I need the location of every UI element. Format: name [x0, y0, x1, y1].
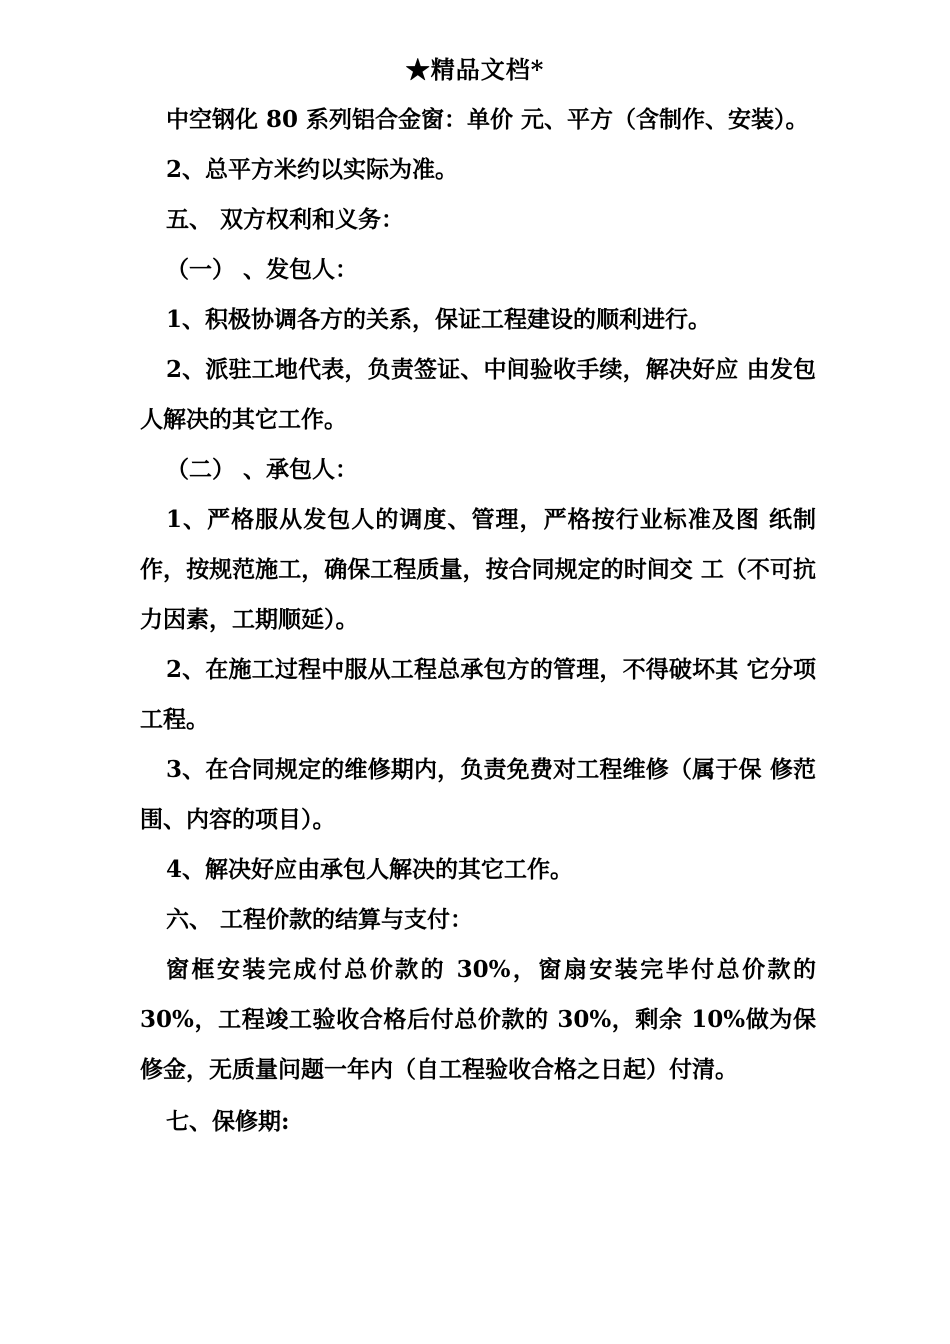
- paragraph-window-price: 中空钢化 80 系列铝合金窗：单价 元、平方（含制作、安装）。: [166, 106, 809, 133]
- section-heading-payment: 六、 工程价款的结算与支付：: [166, 906, 474, 933]
- paragraph-contractor-item-3: 3、在合同规定的维修期内，负责免费对工程维修（属于保 修范围、内容的项目）。: [140, 756, 816, 833]
- paragraph-employer-item-2: 2、派驻工地代表，负责签证、中间验收手续，解决好应 由发包人解决的其它工作。: [140, 356, 816, 433]
- paragraph-contractor-item-1: 1、严格服从发包人的调度、管理，严格按行业标准及图 纸制作，按规范施工，确保工程质量，按合同规定的时间交 工（不可抗力因素，工期顺延）。: [140, 506, 816, 633]
- section-heading-rights-obligations: 五、 双方权利和义务：: [166, 206, 405, 233]
- section-heading-warranty: 七、保修期:: [166, 1108, 290, 1135]
- paragraph-employer-item-1: 1、积极协调各方的关系，保证工程建设的顺利进行。: [166, 306, 712, 333]
- subsection-heading-employer: （一） 、发包人：: [166, 256, 359, 283]
- paragraph-contractor-item-2: 2、在施工过程中服从工程总承包方的管理，不得破坏其 它分项工程。: [140, 656, 816, 733]
- document-body: [140, 95, 816, 1147]
- paragraph-payment-terms: 窗框安装完成付总价款的 30%，窗扇安装完毕付总价款的 30%，工程竣工验收合格后付总价款的 30%，剩余 10%做为保 修金，无质量问题一年内（自工程验收合格之日起）付清。: [140, 956, 816, 1083]
- page-header-title: ★精品文档*: [405, 55, 545, 84]
- subsection-heading-contractor: （二） 、承包人：: [166, 456, 359, 483]
- paragraph-total-area: 2、总平方米约以实际为准。: [166, 156, 459, 183]
- paragraph-contractor-item-4: 4、解决好应由承包人解决的其它工作。: [166, 856, 574, 883]
